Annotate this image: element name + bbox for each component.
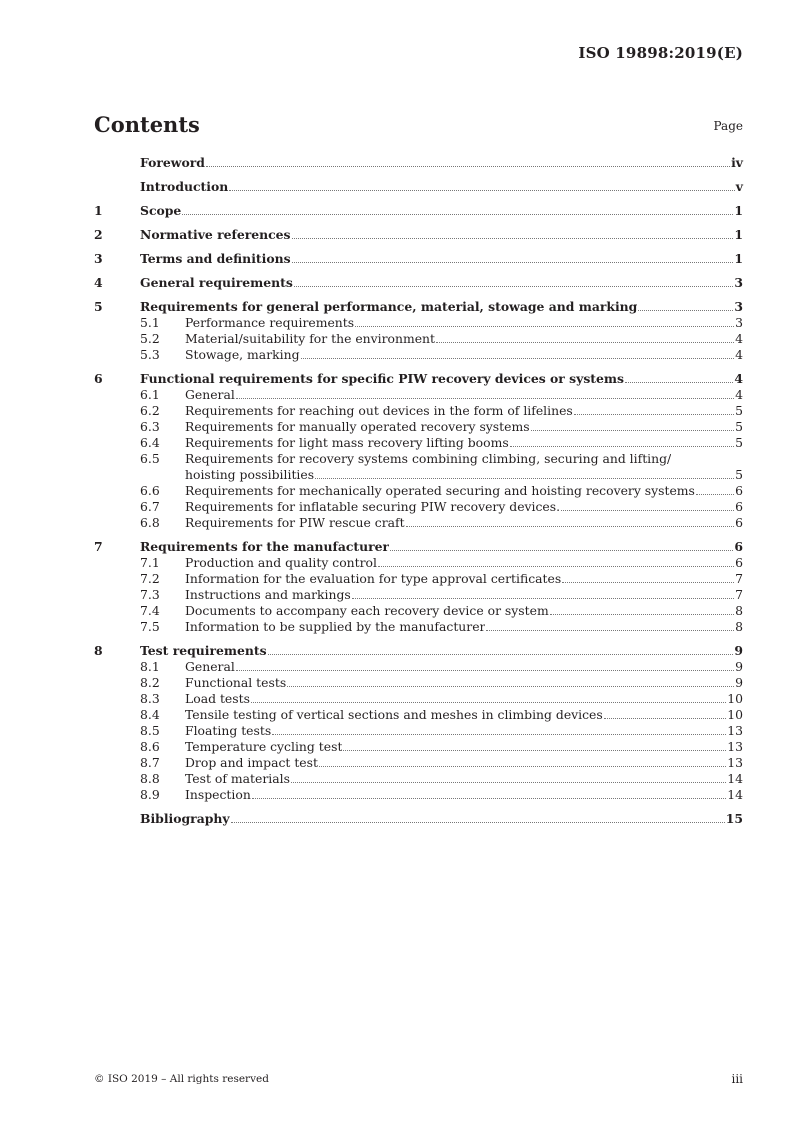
toc-title: Bibliography [140, 811, 230, 826]
toc-number: 8.6 [140, 739, 160, 754]
toc-number: 8.3 [140, 691, 160, 706]
toc-leader-dots [236, 398, 734, 399]
toc-leader-dots [378, 566, 734, 567]
toc-leader-dots [251, 702, 726, 703]
toc-number: 6 [94, 371, 103, 386]
toc-number: 6.3 [140, 419, 160, 434]
toc-leader-dots [206, 166, 730, 167]
toc-leader-dots [604, 718, 726, 719]
toc-leader-dots [638, 310, 733, 311]
toc-page-number: 6 [734, 539, 743, 554]
toc-title: Production and quality control [185, 555, 377, 570]
toc-entry[interactable] [94, 155, 743, 171]
toc-page-number: 14 [727, 771, 743, 786]
toc-entry[interactable] [94, 643, 743, 659]
toc-subentry[interactable] [94, 555, 743, 571]
toc-title: Requirements for general performance, material, stowage and marking [140, 299, 638, 314]
table-of-contents [94, 155, 743, 827]
toc-number: 3 [94, 251, 103, 266]
toc-page-number: v [735, 179, 743, 194]
toc-number: 7.5 [140, 619, 160, 634]
toc-title: Temperature cycling test [185, 739, 343, 754]
toc-number: 8.1 [140, 659, 160, 674]
toc-leader-dots [486, 630, 734, 631]
toc-number: 7.1 [140, 555, 160, 570]
toc-number: 5.1 [140, 315, 160, 330]
toc-subentry[interactable] [94, 387, 743, 403]
toc-entry[interactable] [94, 203, 743, 219]
toc-entry[interactable] [94, 227, 743, 243]
toc-title: Performance requirements [185, 315, 355, 330]
toc-subentry[interactable] [94, 331, 743, 347]
toc-title: Stowage, marking [185, 347, 300, 362]
toc-title: Test of materials [185, 771, 290, 786]
toc-subentry[interactable] [94, 435, 743, 451]
toc-page-number: 1 [734, 251, 743, 266]
toc-leader-dots [287, 686, 734, 687]
toc-title: Requirements for light mass recovery lifting booms [185, 435, 509, 450]
toc-page-number: 9 [735, 675, 743, 690]
toc-page-number: 3 [734, 299, 743, 314]
page-number: iii [731, 1072, 743, 1086]
contents-heading: Contents [94, 112, 200, 137]
toc-title: Instructions and markings [185, 587, 351, 602]
toc-leader-dots [550, 614, 734, 615]
toc-page-number: 6 [735, 499, 743, 514]
toc-subentry[interactable] [94, 755, 743, 771]
page-column-label: Page [713, 119, 743, 133]
toc-leader-dots [315, 478, 734, 479]
toc-page-number: 3 [734, 275, 743, 290]
toc-page-number: 5 [735, 403, 743, 418]
toc-page-number: 4 [734, 371, 743, 386]
toc-number: 4 [94, 275, 103, 290]
toc-page-number: 9 [735, 659, 743, 674]
toc-page-number: 5 [735, 467, 743, 482]
toc-leader-dots [252, 798, 726, 799]
toc-title: Information to be supplied by the manufacturer [185, 619, 486, 634]
toc-number: 7.3 [140, 587, 160, 602]
toc-number: 8.5 [140, 723, 160, 738]
toc-number: 5.2 [140, 331, 160, 346]
toc-subentry[interactable] [94, 603, 743, 619]
toc-page-number: iv [731, 155, 743, 170]
toc-number: 6.4 [140, 435, 160, 450]
toc-page-number: 10 [727, 691, 743, 706]
toc-leader-dots [231, 822, 725, 823]
toc-leader-dots [236, 670, 734, 671]
toc-title-continuation: hoisting possibilities [185, 467, 315, 482]
toc-subentry[interactable] [94, 347, 743, 363]
toc-page-number: 5 [735, 435, 743, 450]
toc-page-number: 3 [735, 315, 743, 330]
toc-entry[interactable] [94, 179, 743, 195]
toc-entry[interactable] [94, 299, 743, 315]
toc-number: 7 [94, 539, 103, 554]
toc-subentry[interactable] [94, 419, 743, 435]
toc-page-number: 1 [734, 203, 743, 218]
toc-page-number: 1 [734, 227, 743, 242]
toc-page-number: 9 [734, 643, 743, 658]
toc-number: 8 [94, 643, 103, 658]
toc-leader-dots [352, 598, 734, 599]
toc-leader-dots [625, 382, 733, 383]
toc-page-number: 7 [735, 571, 743, 586]
toc-title: Normative references [140, 227, 291, 242]
toc-page-number: 7 [735, 587, 743, 602]
toc-title: Requirements for manually operated recovery systems [185, 419, 530, 434]
toc-subentry[interactable] [94, 691, 743, 707]
toc-entry[interactable] [94, 539, 743, 555]
toc-title: Requirements for PIW rescue craft [185, 515, 405, 530]
toc-page-number: 8 [735, 619, 743, 634]
toc-title: Requirements for reaching out devices in the form of lifelines [185, 403, 573, 418]
toc-leader-dots [319, 766, 726, 767]
toc-page-number: 4 [735, 347, 743, 362]
toc-page-number: 6 [735, 515, 743, 530]
toc-title: General [185, 659, 235, 674]
toc-page-number: 4 [735, 331, 743, 346]
toc-title: Material/suitability for the environment [185, 331, 436, 346]
toc-subentry[interactable] [94, 587, 743, 603]
toc-number: 5 [94, 299, 103, 314]
toc-leader-dots [229, 190, 735, 191]
toc-number: 6.1 [140, 387, 160, 402]
toc-title: Introduction [140, 179, 229, 194]
toc-subentry[interactable] [94, 675, 743, 691]
toc-page-number: 6 [735, 483, 743, 498]
toc-subentry[interactable] [94, 571, 743, 587]
toc-number: 7.4 [140, 603, 160, 618]
toc-title: Requirements for inflatable securing PIW recovery devices. [185, 499, 561, 514]
toc-leader-dots [355, 326, 734, 327]
toc-number: 6.6 [140, 483, 160, 498]
toc-subentry[interactable] [94, 483, 743, 499]
toc-number: 8.4 [140, 707, 160, 722]
toc-title: Scope [140, 203, 182, 218]
toc-leader-dots [301, 358, 735, 359]
toc-title: General [185, 387, 235, 402]
toc-title: Load tests [185, 691, 250, 706]
toc-leader-dots [406, 526, 735, 527]
toc-subentry[interactable] [94, 659, 743, 675]
toc-page-number: 8 [735, 603, 743, 618]
toc-subentry[interactable] [94, 451, 743, 467]
toc-leader-dots [510, 446, 734, 447]
toc-leader-dots [268, 654, 734, 655]
toc-page-number: 13 [727, 755, 743, 770]
toc-subentry[interactable] [94, 739, 743, 755]
toc-leader-dots [294, 286, 734, 287]
toc-title: Requirements for recovery systems combining climbing, securing and lifting/ [185, 451, 672, 466]
toc-title: Information for the evaluation for type approval certificates [185, 571, 562, 586]
toc-number: 6.5 [140, 451, 160, 466]
toc-number: 6.2 [140, 403, 160, 418]
toc-subentry[interactable] [94, 619, 743, 635]
toc-entry[interactable] [94, 275, 743, 291]
toc-subentry[interactable] [94, 787, 743, 803]
toc-number: 8.2 [140, 675, 160, 690]
toc-subentry[interactable] [94, 707, 743, 723]
toc-subentry[interactable] [94, 315, 743, 331]
toc-title: Functional requirements for specific PIW recovery devices or systems [140, 371, 624, 386]
toc-number: 6.7 [140, 499, 160, 514]
toc-page-number: 13 [727, 723, 743, 738]
toc-number: 5.3 [140, 347, 160, 362]
toc-subentry-continuation[interactable] [94, 467, 743, 483]
toc-title: Foreword [140, 155, 205, 170]
toc-title: Requirements for mechanically operated securing and hoisting recovery systems [185, 483, 695, 498]
toc-leader-dots [436, 342, 734, 343]
toc-page-number: 13 [727, 739, 743, 754]
toc-title: Inspection [185, 787, 251, 802]
toc-title: Tensile testing of vertical sections and meshes in climbing devices [185, 707, 603, 722]
document-id: ISO 19898:2019(E) [578, 44, 743, 62]
toc-title: Documents to accompany each recovery device or system [185, 603, 549, 618]
toc-subentry[interactable] [94, 403, 743, 419]
toc-entry[interactable] [94, 251, 743, 267]
toc-subentry[interactable] [94, 723, 743, 739]
toc-leader-dots [561, 510, 734, 511]
toc-subentry[interactable] [94, 515, 743, 531]
toc-title: Functional tests [185, 675, 287, 690]
toc-leader-dots [343, 750, 726, 751]
toc-number: 8.7 [140, 755, 160, 770]
toc-number: 2 [94, 227, 103, 242]
toc-subentry[interactable] [94, 771, 743, 787]
toc-leader-dots [182, 214, 733, 215]
toc-leader-dots [292, 262, 734, 263]
toc-number: 7.2 [140, 571, 160, 586]
toc-number: 1 [94, 203, 103, 218]
toc-page-number: 5 [735, 419, 743, 434]
toc-number: 6.8 [140, 515, 160, 530]
toc-title: Terms and definitions [140, 251, 291, 266]
toc-title: Requirements for the manufacturer [140, 539, 390, 554]
toc-title: General requirements [140, 275, 293, 290]
toc-entry[interactable] [94, 371, 743, 387]
toc-page-number: 14 [727, 787, 743, 802]
toc-subentry[interactable] [94, 499, 743, 515]
toc-leader-dots [390, 550, 733, 551]
toc-entry[interactable] [94, 811, 743, 827]
copyright-notice: © ISO 2019 – All rights reserved [94, 1073, 269, 1085]
toc-page-number: 10 [727, 707, 743, 722]
toc-leader-dots [291, 782, 726, 783]
toc-number: 8.9 [140, 787, 160, 802]
toc-leader-dots [574, 414, 734, 415]
toc-leader-dots [696, 494, 734, 495]
toc-leader-dots [531, 430, 735, 431]
toc-title: Floating tests [185, 723, 272, 738]
toc-title: Test requirements [140, 643, 267, 658]
toc-page-number: 15 [725, 811, 743, 826]
toc-page-number: 6 [735, 555, 743, 570]
toc-leader-dots [292, 238, 734, 239]
toc-leader-dots [562, 582, 734, 583]
toc-leader-dots [272, 734, 726, 735]
toc-number: 8.8 [140, 771, 160, 786]
toc-page-number: 4 [735, 387, 743, 402]
toc-title: Drop and impact test [185, 755, 318, 770]
